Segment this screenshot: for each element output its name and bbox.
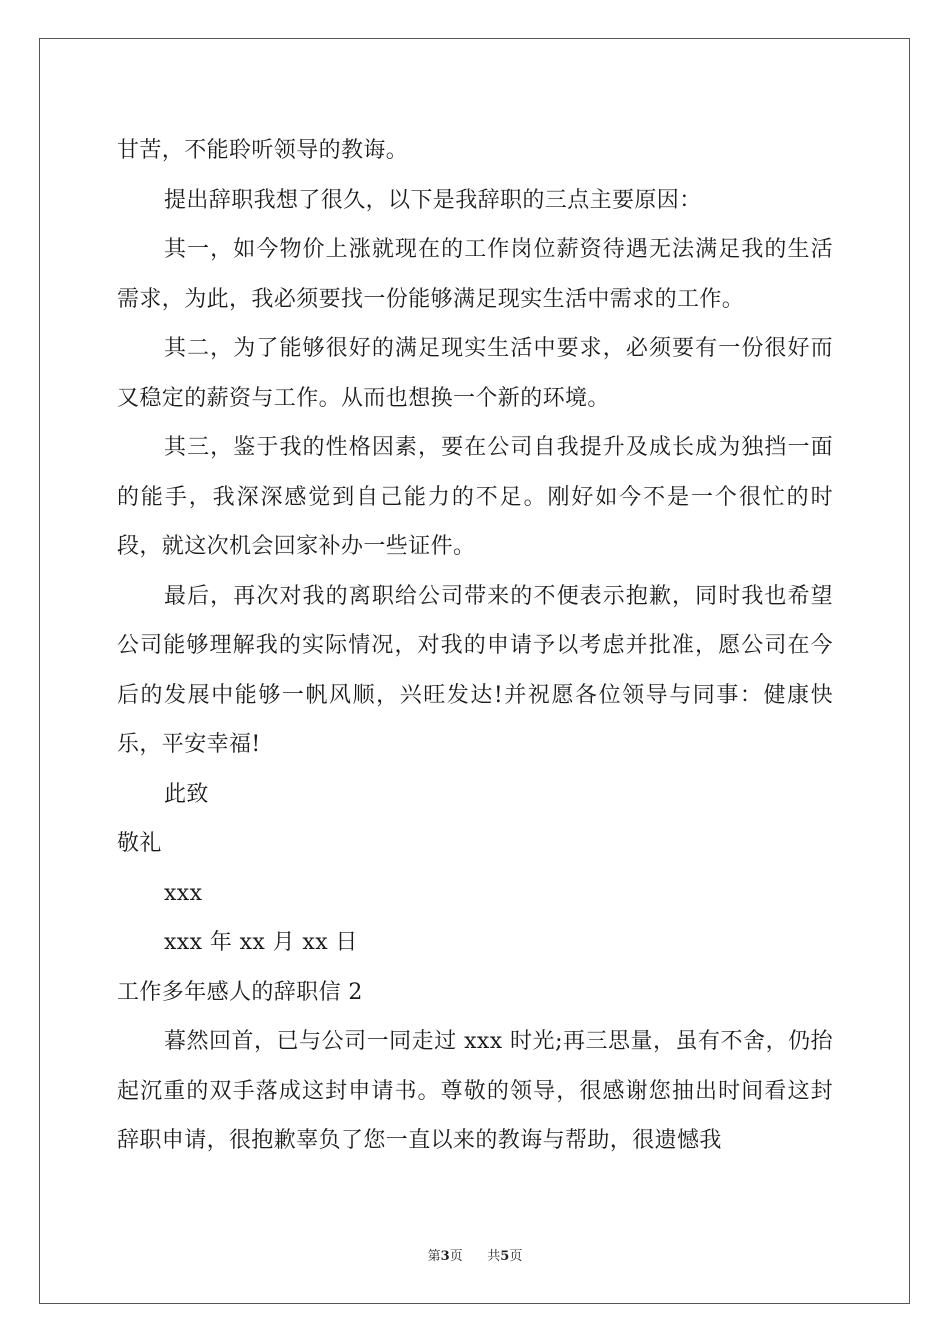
page-suffix: 页 <box>449 1249 463 1264</box>
total-suffix: 页 <box>509 1249 523 1264</box>
signature-date: xxx 年 xx 月 xx 日 <box>164 930 358 955</box>
paragraph: 其三，鉴于我的性格因素，要在公司自我提升及成长成为独挡一面的能手，我深深感觉到自己能力的不足。刚好如今不是一个很忙的时段，就这次机会回家补办一些证件。 <box>117 435 833 559</box>
paragraph: 最后，再次对我的离职给公司带来的不便表示抱歉，同时我也希望公司能够理解我的实际情况，对我的申请予以考虑并批准，愿公司在今后的发展中能够一帆风顺，兴旺发达!并祝愿各位领导与同事：健康快乐，平安幸福! <box>117 583 833 757</box>
paragraph: 甘苦，不能聆听领导的教诲。 <box>117 138 409 163</box>
section-heading: 工作多年感人的辞职信 2 <box>117 979 363 1005</box>
closing-regards: 敬礼 <box>117 831 162 856</box>
paragraph: 其二，为了能够很好的满足现实生活中要求，必须要有一份很好而又稳定的薪资与工作。从而也想换一个新的环境。 <box>117 336 833 411</box>
page-total: 5 <box>500 1249 510 1264</box>
page-footer <box>0 1245 950 1264</box>
paragraph: 提出辞职我想了很久，以下是我辞职的三点主要原因： <box>164 187 702 213</box>
signature-name: xxx <box>164 880 203 906</box>
total-prefix: 共 <box>487 1249 501 1264</box>
document-body <box>117 126 833 1166</box>
closing-salutation: 此致 <box>164 781 209 807</box>
page-prefix: 第 <box>427 1249 441 1264</box>
paragraph: 其一，如今物价上涨就现在的工作岗位薪资待遇无法满足我的生活需求，为此，我必须要找一份能够满足现实生活中需求的工作。 <box>117 237 833 312</box>
page-current: 3 <box>440 1249 450 1264</box>
paragraph: 暮然回首，已与公司一同走过 xxx 时光;再三思量，虽有不舍，仍抬起沉重的双手落成这封申请书。尊敬的领导，很感谢您抽出时间看这封辞职申请，很抱歉辜负了您一直以来的教诲与帮助，很遗憾我 <box>117 1029 833 1153</box>
